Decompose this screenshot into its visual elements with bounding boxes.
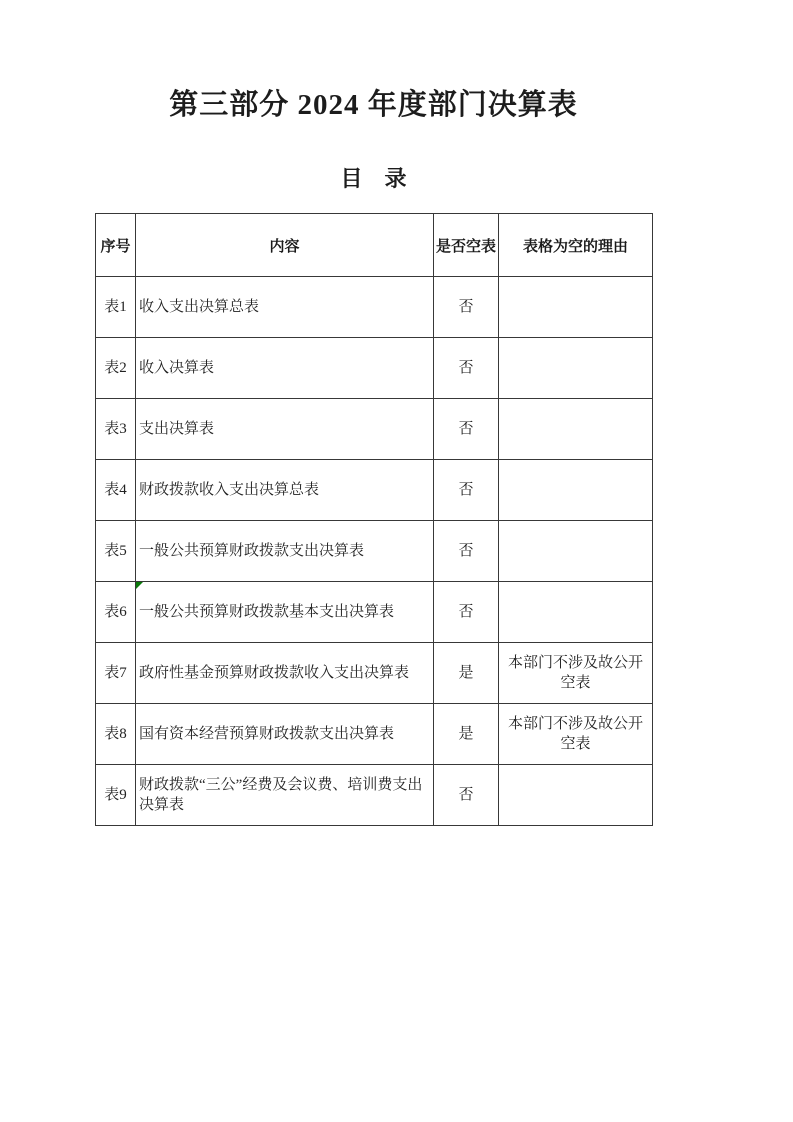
- cell-no: 表2: [96, 338, 136, 399]
- cell-content: [136, 765, 434, 826]
- cell-no: 表6: [96, 582, 136, 643]
- cell-reason: [499, 399, 653, 460]
- toc-table: [95, 213, 653, 826]
- column-header-content: 内容: [136, 214, 434, 277]
- cell-is-empty: 否: [434, 338, 499, 399]
- table-row: [96, 399, 653, 460]
- cell-reason: 本部门不涉及故公开空表: [499, 704, 653, 765]
- cell-is-empty: 是: [434, 643, 499, 704]
- cell-content: [136, 521, 434, 582]
- cell-content-text: 财政拨款“三公”经费及会议费、培训费支出决算表: [139, 777, 423, 813]
- cell-is-empty: 否: [434, 277, 499, 338]
- cell-no: 表7: [96, 643, 136, 704]
- cell-reason: 本部门不涉及故公开空表: [499, 643, 653, 704]
- cell-is-empty: 否: [434, 521, 499, 582]
- table-row: [96, 277, 653, 338]
- cell-is-empty: 否: [434, 765, 499, 826]
- cell-reason: [499, 765, 653, 826]
- table-row: [96, 765, 653, 826]
- cell-content: [136, 460, 434, 521]
- cell-reason: [499, 277, 653, 338]
- column-header-reason: 表格为空的理由: [499, 214, 653, 277]
- table-header-row: [96, 214, 653, 277]
- cell-content: [136, 582, 434, 643]
- cell-no: 表3: [96, 399, 136, 460]
- cell-no: 表8: [96, 704, 136, 765]
- cell-content: [136, 643, 434, 704]
- cell-no: 表1: [96, 277, 136, 338]
- table-row: [96, 704, 653, 765]
- cell-reason: [499, 521, 653, 582]
- cell-content: [136, 338, 434, 399]
- cell-content-text: 一般公共预算财政拨款基本支出决算表: [139, 604, 395, 620]
- cell-content-text: 一般公共预算财政拨款支出决算表: [139, 543, 365, 559]
- table-row: [96, 643, 653, 704]
- cell-content-text: 财政拨款收入支出决算总表: [139, 482, 320, 498]
- cell-content-text: 政府性基金预算财政拨款收入支出决算表: [139, 665, 410, 681]
- table-row: [96, 582, 653, 643]
- cell-content: [136, 277, 434, 338]
- cell-is-empty: 否: [434, 460, 499, 521]
- cell-content: [136, 399, 434, 460]
- cell-content-text: 收入决算表: [139, 360, 215, 376]
- cell-reason: [499, 338, 653, 399]
- cell-content-text: 支出决算表: [139, 421, 215, 437]
- cell-no: 表4: [96, 460, 136, 521]
- toc-title: 目 录: [340, 166, 407, 191]
- cell-content-text: 国有资本经营预算财政拨款支出决算表: [139, 726, 395, 742]
- cell-reason: [499, 460, 653, 521]
- cell-is-empty: 是: [434, 704, 499, 765]
- column-header-no: 序号: [96, 214, 136, 277]
- table-row: [96, 521, 653, 582]
- column-header-is-empty: 是否空表: [434, 214, 499, 277]
- cell-is-empty: 否: [434, 582, 499, 643]
- table-row: [96, 338, 653, 399]
- cell-no: 表5: [96, 521, 136, 582]
- cell-content: [136, 704, 434, 765]
- cell-content-text: 收入支出决算总表: [139, 299, 260, 315]
- page-title: 第三部分 2024 年度部门决算表: [169, 89, 578, 121]
- cell-is-empty: 否: [434, 399, 499, 460]
- cell-flag-icon: [136, 582, 143, 589]
- cell-no: 表9: [96, 765, 136, 826]
- table-row: [96, 460, 653, 521]
- cell-reason: [499, 582, 653, 643]
